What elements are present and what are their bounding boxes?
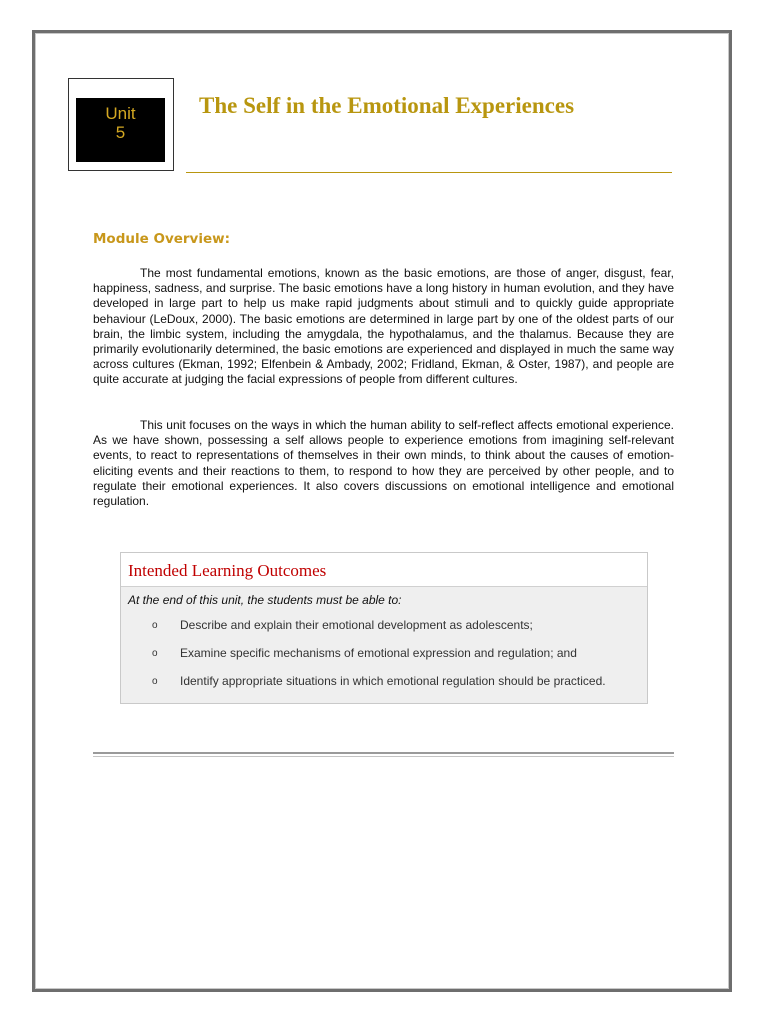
- unit-number: 5: [115, 123, 126, 142]
- list-item: [121, 616, 647, 634]
- list-item: [121, 672, 647, 690]
- learning-outcomes-list: [121, 616, 647, 690]
- page-title: The Self in the Emotional Experiences: [199, 93, 575, 118]
- learning-outcomes-header: [121, 553, 647, 587]
- overview-paragraph-1: The most fundamental emotions, known as the basic emotions, are those of anger, disgust, fear, happiness, sadness, and surprise. The basic emotions have a long history in human evolution, and they have developed in large part to help us make rapid judgments about stimuli and to quickly guide appropriate behaviour (LeDoux, 2000). The basic emotions are determined in large part by one of the oldest parts of our brain, the limbic system, including the amygdala, the hypothalamus, and the thalamus. Because they are primarily evolutionarily determined, the basic emotions are experienced and displayed in much the same way across cultures (Ekman, 1992; Elfenbein & Ambady, 2002; Fridland, Ekman, & Oster, 1987), and people are quite accurate at judging the facial expressions of people from different cultures.: [93, 266, 674, 387]
- hollow-bullet-icon: o: [152, 675, 158, 687]
- title-underline: [186, 172, 672, 173]
- divider-line: [93, 756, 674, 757]
- hollow-bullet-icon: o: [152, 647, 158, 659]
- learning-outcomes-title: Intended Learning Outcomes: [128, 561, 327, 580]
- outcome-text: Describe and explain their emotional development as adolescents;: [180, 618, 533, 632]
- learning-outcomes-box: [120, 552, 648, 704]
- hollow-bullet-icon: o: [152, 619, 158, 631]
- unit-label: Unit: [105, 104, 136, 123]
- learning-outcomes-intro: At the end of this unit, the students must be able to:: [128, 593, 402, 607]
- list-item: [121, 644, 647, 662]
- module-overview-heading: Module Overview:: [93, 231, 231, 247]
- outcome-text: Examine specific mechanisms of emotional expression and regulation; and: [180, 646, 577, 660]
- page-border: [32, 30, 732, 992]
- divider-line: [93, 752, 674, 754]
- outcome-text: Identify appropriate situations in which emotional regulation should be practiced.: [180, 674, 606, 688]
- unit-badge: [76, 98, 165, 162]
- overview-paragraph-2: This unit focuses on the ways in which the human ability to self-reflect affects emotional experience. As we have shown, possessing a self allows people to experience emotions from imagining self-relevant events, to react to representations of themselves in their own minds, to think about the causes of emotion-eliciting events and their reactions to them, to respond to how they are perceived by other people, and to regulate their emotional experiences. It also covers discussions on emotional intelligence and emotional regulation.: [93, 418, 674, 509]
